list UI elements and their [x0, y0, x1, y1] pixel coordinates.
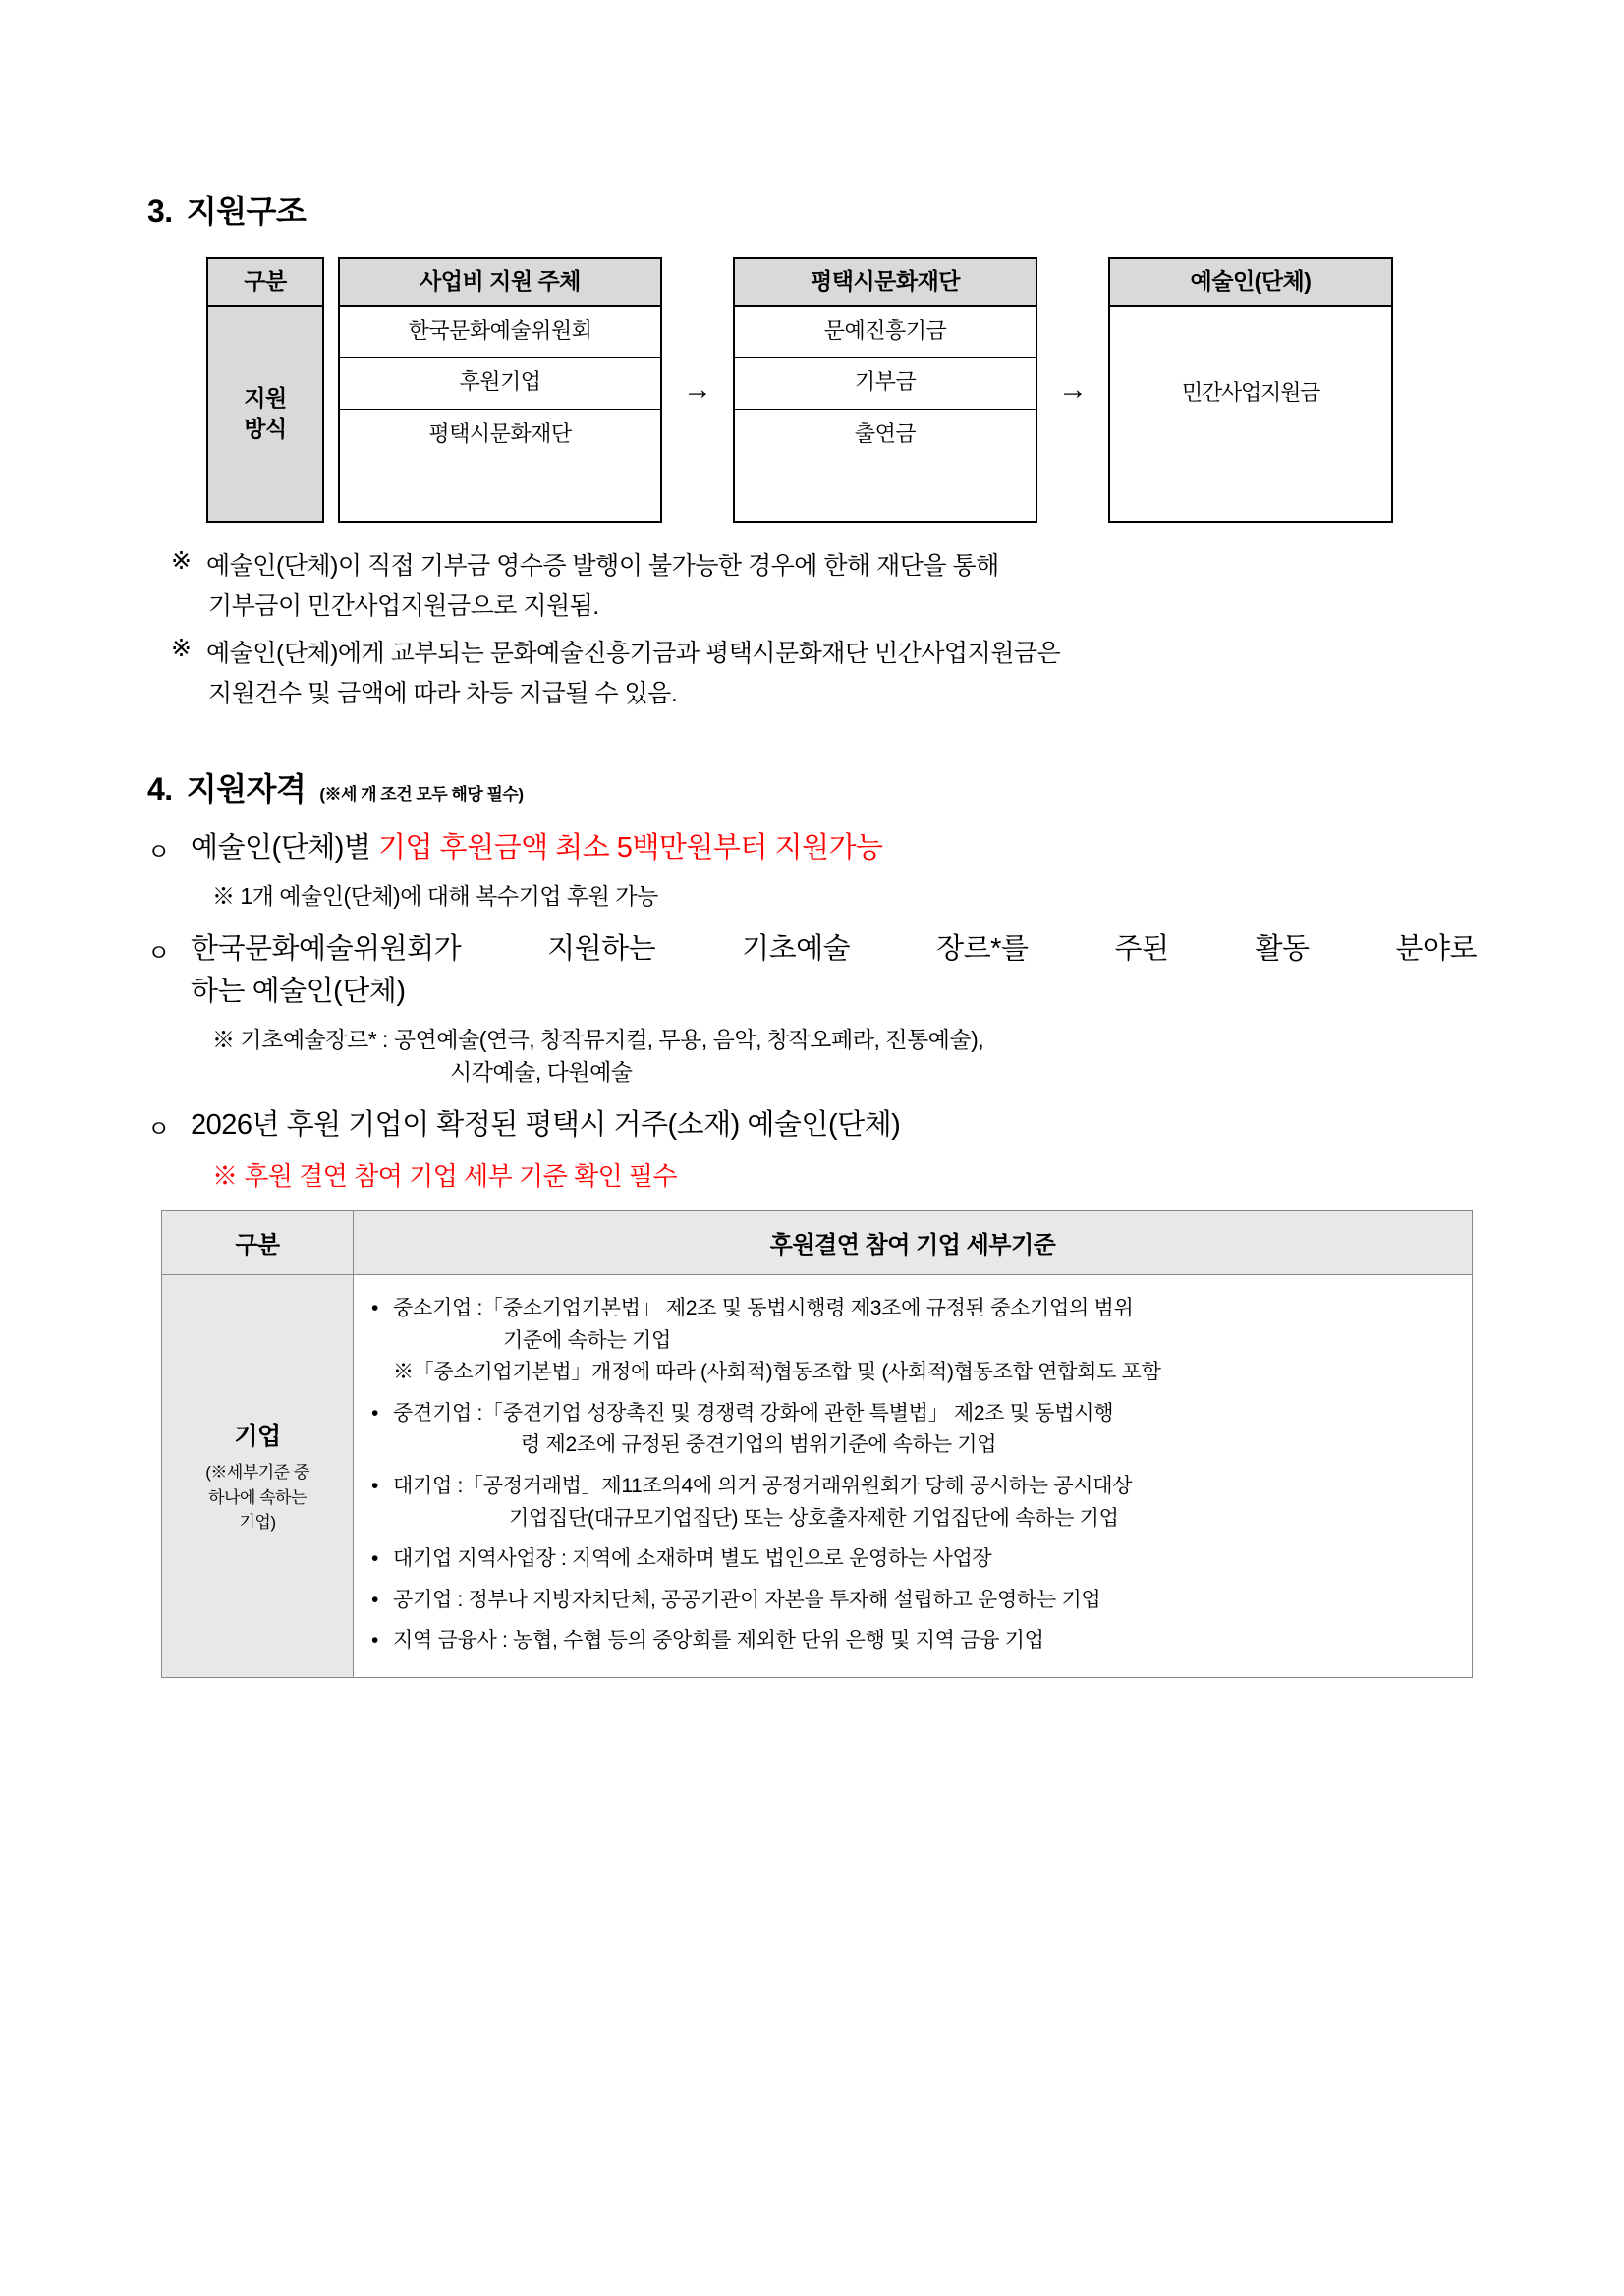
criteria-table-row: [162, 1275, 1473, 1677]
sponsor-criteria-table: [161, 1210, 1473, 1677]
criteria-list-item-3: [371, 1471, 1454, 1535]
criteria-table-header-row: [162, 1211, 1473, 1275]
diagram-col2-row-3: 출연금: [854, 420, 917, 446]
qualification-item-1-bullet: ㅇ: [147, 839, 170, 867]
diagram-column-foundation: [733, 257, 1037, 523]
section-3-title: 지원구조: [186, 194, 307, 229]
diagram-col1-row-3: 평택시문화재단: [428, 420, 572, 446]
criteria-item-1-line-3: ※「중소기업기본법」개정에 따라 (사회적)협동조합 및 (사회적)협동조합 연합회도 포함: [393, 1361, 1161, 1384]
criteria-list-item-2: [371, 1398, 1454, 1462]
criteria-list-item-6: [371, 1625, 1454, 1657]
criteria-list: [371, 1293, 1454, 1656]
criteria-item-3-line-2: 기업집단(대규모기업집단) 또는 상호출자제한 기업집단에 속하는 기업: [509, 1506, 1119, 1530]
section-4-number: 4.: [147, 771, 173, 808]
diagram-column-funding-source: [338, 257, 662, 523]
criteria-header-gubun: 구분: [162, 1211, 354, 1275]
qualification-item-2: [147, 928, 1477, 1014]
criteria-item-2-bullet: •: [371, 1401, 379, 1425]
criteria-item-6-line-1: 지역 금융사 : 농협, 수협 등의 중앙회를 제외한 단위 은행 및 지역 금융 기업: [393, 1629, 1044, 1652]
diagram-gubun-column: [206, 257, 324, 523]
criteria-list-item-4: [371, 1543, 1454, 1576]
support-structure-diagram: [206, 257, 1477, 523]
section-3-notes: [171, 546, 1477, 713]
section-3-heading: [147, 187, 1477, 232]
section-4-heading: [147, 764, 1477, 810]
diagram-col2-row-1: 문예진흥기금: [735, 307, 1036, 358]
section-4-head-note: (※세 개 조건 모두 해당 필수): [319, 785, 524, 805]
qualification-item-3-red-note: ※ 후원 결연 참여 기업 세부 기준 확인 필수: [212, 1161, 678, 1192]
section-4-title: 지원자격: [186, 771, 307, 808]
criteria-category-sub: (※세부기준 중 하나에 속하는 기업): [205, 1463, 309, 1533]
criteria-item-1-bullet: •: [371, 1297, 379, 1320]
note-2-mark: ※: [171, 635, 192, 663]
diagram-gubun-header: 구분: [208, 259, 322, 307]
qualification-item-3-bullet: ㅇ: [147, 1115, 170, 1143]
note-2-line-1: 예술인(단체)에게 교부되는 문화예술진흥기금과 평택시문화재단 민간사업지원금은: [206, 640, 1061, 668]
criteria-item-1-line-1: 중소기업 :「중소기업기본법」 제2조 및 동법시행령 제3조에 규정된 중소기업의 범위: [393, 1297, 1134, 1320]
qualification-item-1-body: [191, 827, 1477, 870]
criteria-list-item-1: [371, 1293, 1454, 1389]
diagram-col3-row-1: 민간사업지원금: [1181, 379, 1320, 405]
criteria-item-5-bullet: •: [371, 1588, 379, 1611]
diagram-col2-header: 평택시문화재단: [735, 259, 1036, 307]
criteria-list-item-5: [371, 1585, 1454, 1617]
qualification-item-2-bullet: ㅇ: [147, 939, 170, 967]
note-2: [171, 634, 1477, 713]
criteria-item-3-bullet: •: [371, 1475, 379, 1498]
diagram-arrow-2: →: [1058, 373, 1088, 407]
diagram-gubun-cell: 지원 방식: [208, 307, 322, 521]
diagram-col1-header: 사업비 지원 주체: [340, 259, 660, 307]
diagram-arrow-1: →: [683, 373, 712, 407]
diagram-col1-row-2: 후원기업: [340, 358, 660, 409]
qualification-item-1-highlight: 기업 후원금액 최소 5백만원부터 지원가능: [377, 832, 883, 865]
note-1-line-1: 예술인(단체)이 직접 기부금 영수증 발행이 불가능한 경우에 한해 재단을 통해: [206, 552, 999, 581]
qualification-item-1-note: ※ 1개 예술인(단체)에 대해 복수기업 후원 가능: [212, 882, 658, 909]
note-2-body: [206, 634, 1060, 713]
qualification-item-2-note-line-2: 시각예술, 다원예술: [450, 1058, 633, 1085]
qualification-item-2-note: [212, 1022, 1477, 1087]
criteria-items-cell: [354, 1275, 1473, 1677]
note-1-body: [206, 546, 999, 626]
criteria-item-2-text: [393, 1398, 1454, 1462]
criteria-header-detail: 후원결연 참여 기업 세부기준: [354, 1211, 1473, 1275]
diagram-col2-row-2: 기부금: [735, 358, 1036, 409]
qualification-item-3: [147, 1104, 1477, 1148]
criteria-item-5-line-1: 공기업 : 정부나 지방자치단체, 공공기관이 자본을 투자해 설립하고 운영하는 기업: [393, 1588, 1101, 1611]
criteria-category-title: 기업: [234, 1423, 281, 1451]
criteria-item-3-line-1: 대기업 :「공정거래법」제11조의4에 의거 공정거래위원회가 당해 공시하는 공시대상: [393, 1475, 1133, 1498]
section-4: [147, 764, 1477, 1677]
section-3-number: 3.: [147, 194, 173, 229]
criteria-item-4-line-1: 대기업 지역사업장 : 지역에 소재하며 별도 법인으로 운영하는 사업장: [393, 1547, 992, 1571]
criteria-item-3-text: [393, 1471, 1454, 1535]
note-1-mark: ※: [171, 547, 192, 576]
criteria-item-1-line-2: 기준에 속하는 기업: [503, 1328, 671, 1352]
qualification-item-3-body: 2026년 후원 기업이 확정된 평택시 거주(소재) 예술인(단체): [191, 1108, 901, 1141]
criteria-item-2-line-2: 령 제2조에 규정된 중견기업의 범위기준에 속하는 기업: [521, 1433, 997, 1457]
criteria-item-2-line-1: 중견기업 :「중견기업 성장촉진 및 경쟁력 강화에 관한 특별법」 제2조 및 동법시행: [393, 1401, 1114, 1425]
criteria-item-4-bullet: •: [371, 1547, 379, 1571]
diagram-col3-header: 예술인(단체): [1110, 259, 1391, 307]
diagram-column-artist: [1108, 257, 1393, 523]
qualification-item-2-note-line-1: ※ 기초예술장르* : 공연예술(연극, 창작뮤지컬, 무용, 음악, 창작오페라, 전통예술),: [212, 1026, 984, 1052]
qualification-item-2-body: [191, 928, 1477, 1014]
qualification-item-2-line-2: 하는 예술인(단체): [191, 976, 406, 1008]
note-2-line-2: 지원건수 및 금액에 따라 차등 지급될 수 있음.: [208, 679, 678, 707]
diagram-col1-row-1: 한국문화예술위원회: [340, 307, 660, 358]
note-1: [171, 546, 1477, 626]
qualification-item-1: [147, 827, 1477, 870]
criteria-item-6-bullet: •: [371, 1629, 379, 1652]
criteria-item-1-text: [393, 1293, 1454, 1389]
criteria-category-cell: [162, 1275, 354, 1677]
qualification-item-1-text: 예술인(단체)별: [191, 832, 378, 865]
note-1-line-2: 기부금이 민간사업지원금으로 지원됨.: [208, 591, 599, 620]
qualification-item-2-line-1: 한국문화예술위원회가 지원하는 기초예술 장르*를 주된 활동 분야로: [191, 932, 1477, 965]
